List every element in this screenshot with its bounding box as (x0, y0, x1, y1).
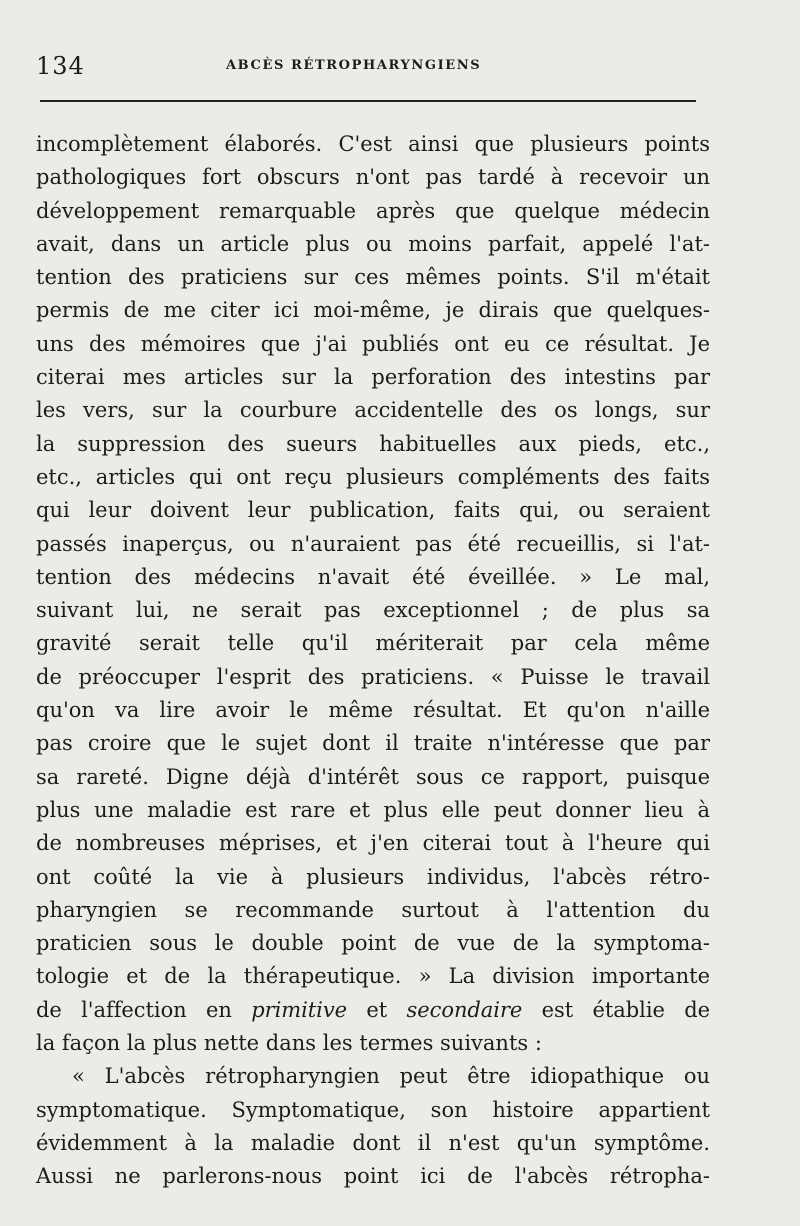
text-line: etc., articles qui ont reçu plusieurs compléments des faits (36, 464, 710, 489)
quote-start-line: « L'abcès rétropharyngien peut être idiopathique ou (72, 1064, 710, 1089)
header-rule (40, 100, 696, 102)
text-line: plus une maladie est rare et plus elle peut donner lieu à (36, 797, 710, 822)
text-line: développement remarquable après que quelque médecin (36, 198, 710, 223)
text-line: uns des mémoires que j'ai publiés ont eu ce résultat. Je (36, 331, 710, 356)
text-line: Aussi ne parlerons-nous point ici de l'abcès rétropha- (36, 1164, 710, 1189)
text-line: citerai mes articles sur la perforation des intestins par (36, 365, 710, 390)
italic-term-secondaire: secondaire (406, 997, 523, 1022)
text-segment: est établie de (522, 997, 710, 1022)
text-line: sa rareté. Digne déjà d'intérêt sous ce rapport, puisque (36, 764, 710, 789)
page-number: 134 (36, 52, 85, 80)
text-line: tention des médecins n'avait été éveillée. » Le mal, (36, 564, 710, 589)
italic-term-primitive: primitive (251, 997, 348, 1022)
text-line: passés inaperçus, ou n'auraient pas été recueillis, si l'at- (36, 531, 710, 556)
text-line: qui leur doivent leur publication, faits qui, ou seraient (36, 498, 710, 523)
page-header (36, 52, 706, 82)
text-line: symptomatique. Symptomatique, son histoire appartient (36, 1097, 710, 1122)
text-line-with-italics (36, 994, 710, 1027)
text-line: les vers, sur la courbure accidentelle des os longs, sur (36, 398, 710, 423)
text-line: suivant lui, ne serait pas exceptionnel ; de plus sa (36, 598, 710, 623)
running-title: ABCÈS RÉTROPHARYNGIENS (226, 58, 482, 73)
text-line: praticien sous le double point de vue de la symptoma- (36, 931, 710, 956)
text-line: de préoccuper l'esprit des praticiens. « Puisse le travail (36, 664, 710, 689)
text-line: qu'on va lire avoir le même résultat. Et qu'on n'aille (36, 698, 710, 723)
text-line: pathologiques fort obscurs n'ont pas tardé à recevoir un (36, 165, 710, 190)
text-line: de nombreuses méprises, et j'en citerai tout à l'heure qui (36, 831, 710, 856)
text-line: tologie et de la thérapeutique. » La division importante (36, 964, 710, 989)
text-line: gravité serait telle qu'il mériterait par cela même (36, 631, 710, 656)
text-line: évidemment à la maladie dont il n'est qu'un symptôme. (36, 1130, 710, 1155)
text-line: avait, dans un article plus ou moins parfait, appelé l'at- (36, 231, 710, 256)
text-line: tention des praticiens sur ces mêmes points. S'il m'était (36, 265, 710, 290)
text-line: incomplètement élaborés. C'est ainsi que plusieurs points (36, 132, 710, 156)
text-segment: et (347, 997, 407, 1022)
text-line: ont coûté la vie à plusieurs individus, l'abcès rétro- (36, 864, 710, 889)
text-line: la façon la plus nette dans les termes suivants : (36, 1031, 542, 1056)
text-line: la suppression des sueurs habituelles aux pieds, etc., (36, 431, 710, 456)
text-line: permis de me citer ici moi-même, je dirais que quelques- (36, 298, 710, 323)
body-text (36, 128, 710, 1194)
text-segment: de l'affection en (36, 997, 252, 1022)
text-line: pas croire que le sujet dont il traite n'intéresse que par (36, 731, 710, 756)
text-line: pharyngien se recommande surtout à l'attention du (36, 897, 710, 922)
